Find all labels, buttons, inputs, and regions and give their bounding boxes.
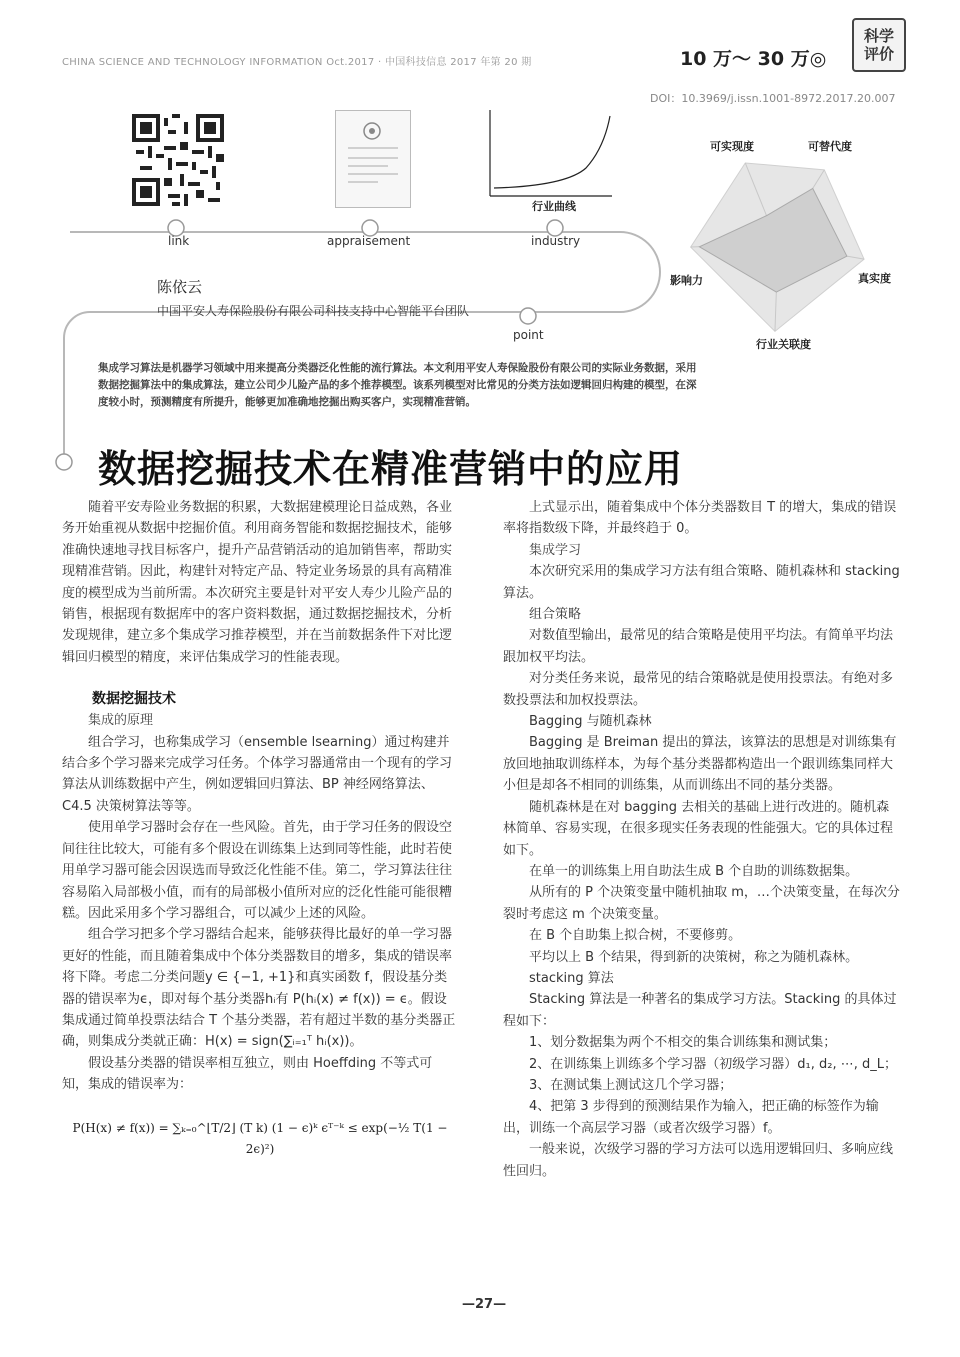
badge-line-1: 科学 [863,27,894,45]
body-paragraph: Bagging 是 Breiman 提出的算法，该算法的思想是对训练集有放回地抽取训练样本，为每个基分类器都构造出一个跟训练集同样大小但是却各不相同的训练集，从而训练出不同的基分类器。 [503,735,897,794]
track-label-point: point [513,328,544,342]
badge-line-2: 评价 [863,45,894,63]
track-label-appraisement: appraisement [327,234,411,248]
body-paragraph: 一般来说，次级学习器的学习方法可以选用逻辑回归、多响应线性回归。 [503,1142,894,1179]
author-name: 陈依云 [157,278,203,296]
curve-label: 行业曲线 [532,201,576,213]
left-column [62,497,458,1160]
body-paragraph: 使用单学习器时会存在一些风险。首先，由于学习任务的假设空间往往比较大，可能有多个假设在训练集上达到同等性能，此时若使用单学习器可能会因误选而导致泛化性能不佳。第二，学习算法往往容易陷入局部极小值，而有的局部极小值所对应的泛化性能可能很糟糕。因此采用多个学习器组合，可以减少上述的风险。 [62,820,453,921]
radar-label: 行业关联度 [756,339,811,351]
body-paragraph: 组合学习把多个学习器结合起来，能够获得比最好的单一学习器更好的性能，而且随着集成中个体分类器数目的增多，集成的错误率将下降。考虑二分类问题y ∈ {−1, +1}和真实函数 f，假设基分类器的错误率为ϵ，即对每个基分类器hᵢ有 P(hᵢ(x) ≠ f(x)) = ϵ。假设集成通过简单投票法结合 T 个基分类器，若有超过半数的基分类器正确，则集成分类就正确：H(x) = sign(∑ᵢ₌₁ᵀ hᵢ(x))。 [62,927,456,1050]
body-paragraph: 本次研究采用的集成学习方法有组合策略、随机森林和 stacking 算法。 [503,564,900,601]
body-paragraph: 随机森林是在对 bagging 去相关的基础上进行改进的。随机森林简单、容易实现，在很多现实任务表现的性能强大。它的具体过程如下。 [503,799,894,858]
body-paragraph: 组合策略 [529,607,582,623]
track-node-point [520,308,536,324]
body-paragraph: 1、划分数据集为两个不相交的集合训练集和测试集； [529,1035,837,1051]
body-paragraph: 在单一的训练集上用自助法生成 B 个自助的训练数据集。 [529,863,859,879]
radar-label: 影响力 [670,275,703,287]
intro-paragraph: 随着平安寿险业务数据的积累，大数据建模理论日益成熟，各业务开始重视从数据中挖掘价值。利用商务智能和数据挖掘技术，能够准确快速地寻找目标客户，提升产品营销活动的追加销售率，帮助实现精准营销。因此，构建针对特定产品、特定业务场景的具有高精准度的模型成为当前所需。本次研究主要是针对平安人寿少儿险产品的销售，根据现有数据库中的客户资料数据，通过数据挖掘技术，分析发现规律，建立多个集成学习推荐模型，并在当前数据条件下对比逻辑回归模型的精度，来评估集成学习的性能表现。 [62,500,453,665]
body-paragraph: Stacking 算法是一种著名的集成学习方法。Stacking 的具体过程如下： [503,992,897,1029]
body-paragraph: 对数值型输出，最常见的结合策略是使用平均法。有简单平均法跟加权平均法。 [503,628,894,665]
author-affiliation: 中国平安人寿保险股份有限公司科技支持中心智能平台团队 [157,304,470,318]
page-number: —27— [462,1297,507,1312]
body-paragraph: 平均以上 B 个结果，得到新的决策树，称之为随机森林。 [529,949,859,965]
body-paragraph: 上式显示出，随着集成中个体分类器数目 T 的增大，集成的错误率将指数级下降，并最终趋于 0。 [503,500,897,537]
body-paragraph: Bagging 与随机森林 [529,714,652,730]
track-node-title [56,454,72,470]
doi: DOI：10.3969/j.issn.1001-8972.2017.20.007 [650,92,896,105]
track-label-link: link [168,234,190,248]
body-paragraph: 2、在训练集上训练多个学习器（初级学习器）d₁, d₂, ⋯, d_L； [529,1056,897,1072]
error-rate-formula: P(H(x) ≠ f(x)) = ∑ₖ₌₀^⌊T/2⌋ (T k) (1 − ϵ)ᵏ ϵᵀ⁻ᵏ ≤ exp(−½ T(1 − 2ϵ)²) [72,1120,448,1156]
article-title: 数据挖掘技术在精准营销中的应用 [98,447,684,491]
body-paragraph: 在 B 个自助集上拟合树，不要修剪。 [529,928,742,944]
body-paragraph: stacking 算法 [529,970,614,986]
radar-label: 可实现度 [710,141,754,153]
section-title: 数据挖掘技术 [92,691,176,708]
track-label-industry: industry [531,234,581,248]
subsection-title: 集成的原理 [88,713,154,729]
radar-label: 真实度 [858,273,891,285]
journal-header: CHINA SCIENCE AND TECHNOLOGY INFORMATION Oct.2017 · 中国科技信息 2017 年第 20 期 [62,57,532,68]
body-paragraph: 对分类任务来说，最常见的结合策略就是使用投票法。有绝对多数投票法和加权投票法。 [503,671,894,708]
body-paragraph: 从所有的 P 个决策变量中随机抽取 m，…个决策变量，在每次分裂时考虑这 m 个决策变量。 [503,885,900,922]
abstract: 集成学习算法是机器学习领域中用来提高分类器泛化性能的流行算法。本文利用平安人寿保险股份有限公司的实际业务数据，采用数据挖掘算法中的集成算法，建立公司少儿险产品的多个推荐模型。该系列模型对比常见的分类方法如逻辑回归构建的模型，在深度较小时，预测精度有所提升，能够更加准确地挖掘出购买客户，实现精准营销。 [98,362,697,408]
body-paragraph: 3、在测试集上测试这几个学习器； [529,1077,733,1093]
radar-label: 可替代度 [808,141,852,153]
body-paragraph: 假设基分类器的错误率相互独立，则由 Hoeffding 不等式可知，集成的错误率为： [62,1055,433,1093]
body-paragraph: 4、把第 3 步得到的预测结果作为输入，把正确的标签作为输出，训练一个高层学习器（或者次级学习器）f。 [503,1099,879,1136]
subsection-title: 集成学习 [529,542,582,558]
body-paragraph: 组合学习，也称集成学习（ensemble lsearning）通过构建并结合多个学习器来完成学习任务。个体学习器通常由一个现有的学习算法从训练数据中产生，例如逻辑回归算法、BP 神经网络算法、C4.5 决策树算法等等。 [62,734,453,814]
right-column [503,497,900,1182]
price-range: 10 万～ 30 万◎ [680,48,827,70]
